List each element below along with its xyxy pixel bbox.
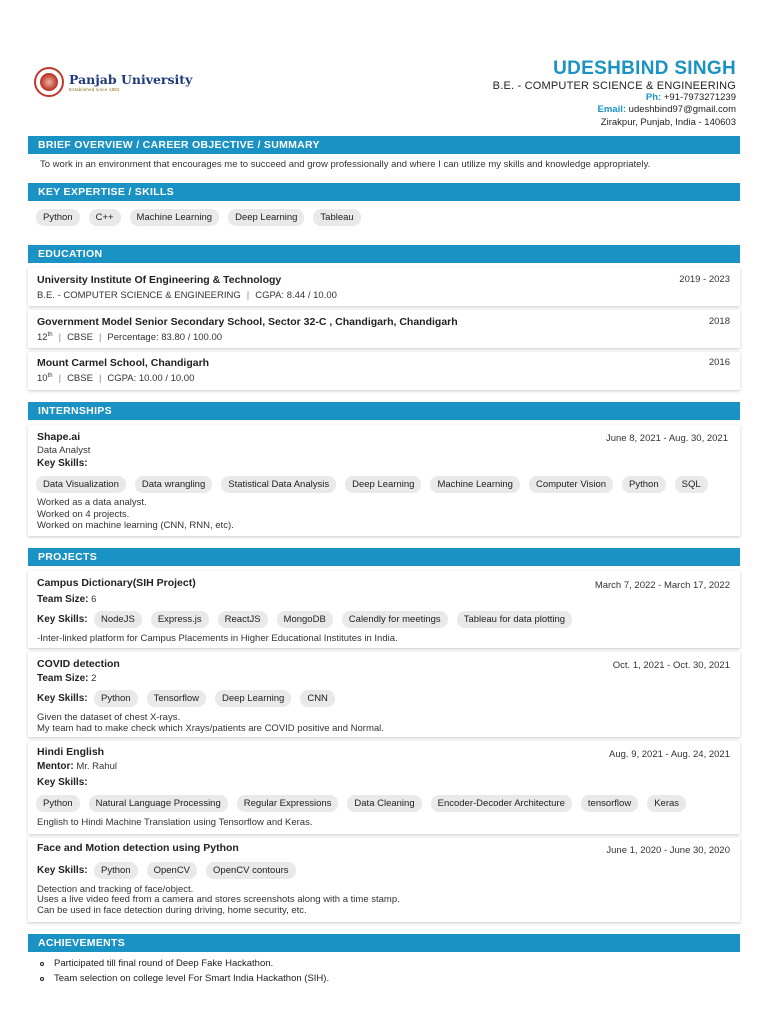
internship-skill-chips <box>36 476 708 493</box>
project-card <box>28 652 740 737</box>
project-line: Can be used in face detection during driving, home security, etc. <box>37 905 307 916</box>
skill-chip: Data Visualization <box>36 476 126 493</box>
internship-line: Worked as a data analyst. <box>37 497 147 508</box>
project-dates: Oct. 1, 2021 - Oct. 30, 2021 <box>612 660 730 671</box>
skill-chip: Keras <box>647 795 686 812</box>
project-title: Hindi English <box>37 746 105 758</box>
skill-chip: Machine Learning <box>130 209 220 226</box>
education-board: CBSE <box>67 373 93 385</box>
education-score: CGPA: 8.44 / 10.00 <box>255 290 337 301</box>
project-line: Uses a live video feed from a camera and stores screenshots along with a time stamp. <box>37 894 400 905</box>
skill-chip: OpenCV contours <box>206 862 296 879</box>
skill-chip: Tensorflow <box>147 690 206 707</box>
skill-chip: Statistical Data Analysis <box>221 476 336 493</box>
skill-chip: Tableau for data plotting <box>457 611 572 628</box>
education-score: Percentage: 83.80 / 100.00 <box>107 332 223 344</box>
skill-chip: NodeJS <box>94 611 142 628</box>
project-skill-chips <box>94 611 572 628</box>
education-details: 12th | CBSE | Percentage: 83.80 / 100.00 <box>37 332 223 344</box>
skills-chip-row <box>36 209 361 226</box>
email-label: Email: <box>597 104 627 115</box>
project-title: COVID detection <box>37 658 120 670</box>
skill-chip: Encoder-Decoder Architecture <box>431 795 572 812</box>
education-card <box>28 310 740 348</box>
email-line <box>598 104 737 115</box>
project-title: Campus Dictionary(SIH Project) <box>37 577 196 589</box>
education-details: 10th | CBSE | CGPA: 10.00 / 10.00 <box>37 373 195 385</box>
skill-chip: Machine Learning <box>430 476 520 493</box>
internship-company: Shape.ai <box>37 431 81 443</box>
skill-chip: MongoDB <box>277 611 333 628</box>
education-years: 2016 <box>708 357 730 368</box>
skill-chip: Python <box>622 476 666 493</box>
skill-chip: Computer Vision <box>529 476 613 493</box>
bullet-icon <box>40 977 44 981</box>
section-education: EDUCATION <box>28 245 740 263</box>
skill-chip: Python <box>36 209 80 226</box>
education-years: 2019 - 2023 <box>679 274 730 285</box>
section-skills: KEY EXPERTISE / SKILLS <box>28 183 740 201</box>
project-card <box>28 571 740 648</box>
skill-chip: Deep Learning <box>228 209 304 226</box>
section-overview: BRIEF OVERVIEW / CAREER OBJECTIVE / SUMMARY <box>28 136 740 154</box>
skill-chip: Python <box>94 690 138 707</box>
section-projects: PROJECTS <box>28 548 740 566</box>
skill-chip: Natural Language Processing <box>89 795 228 812</box>
skill-chip: Deep Learning <box>345 476 421 493</box>
project-meta-value: 6 <box>91 594 97 605</box>
education-class-sup: th <box>47 332 53 338</box>
internship-role: Data Analyst <box>37 445 91 456</box>
achievement-item <box>40 956 329 971</box>
project-skill-chips <box>94 690 335 707</box>
project-dates: Aug. 9, 2021 - Aug. 24, 2021 <box>609 749 730 760</box>
education-class: 12 <box>37 332 48 344</box>
education-board: CBSE <box>67 332 93 344</box>
bullet-icon <box>40 962 44 966</box>
education-score: CGPA: 10.00 / 10.00 <box>107 373 195 385</box>
project-card <box>28 741 740 834</box>
project-meta-label: Team Size: <box>37 673 89 684</box>
skill-chip: Regular Expressions <box>237 795 339 812</box>
achievement-text: Team selection on college level For Smart India Hackathon (SIH). <box>54 973 330 984</box>
project-line: English to Hindi Machine Translation using Tensorflow and Keras. <box>37 817 313 828</box>
project-key-skills-label: Key Skills: <box>37 693 88 704</box>
achievement-text: Participated till final round of Deep Fake Hackathon. <box>54 958 274 969</box>
education-details: B.E. - COMPUTER SCIENCE & ENGINEERING | CGPA: 8.44 / 10.00 <box>37 290 337 301</box>
education-institute: Government Model Senior Secondary School, Sector 32-C , Chandigarh, Chandigarh <box>37 316 458 328</box>
internship-key-skills-label: Key Skills: <box>37 458 88 469</box>
skill-chip: Deep Learning <box>215 690 291 707</box>
internship-line: Worked on 4 projects. <box>37 509 130 520</box>
phone-number: +91-7973271239 <box>663 92 736 103</box>
project-line: -Inter-linked platform for Campus Placements in Higher Educational Institutes in India. <box>37 633 398 644</box>
project-key-skills-label: Key Skills: <box>37 614 88 625</box>
skill-chip: Python <box>36 795 80 812</box>
achievements-list <box>40 956 329 986</box>
project-meta-label: Mentor: <box>37 761 74 772</box>
skill-chip: Calendly for meetings <box>342 611 448 628</box>
skill-chip: Data wrangling <box>135 476 212 493</box>
project-key-skills-label: Key Skills: <box>37 865 88 876</box>
skill-chip: Tableau <box>313 209 360 226</box>
university-name: Panjab University <box>69 71 193 87</box>
candidate-name: UDESHBIND SINGH <box>553 58 736 79</box>
section-achievements: ACHIEVEMENTS <box>28 934 740 952</box>
education-years: 2018 <box>708 316 730 327</box>
skill-chip: CNN <box>300 690 335 707</box>
internship-card <box>28 425 740 536</box>
achievement-item <box>40 971 329 986</box>
university-seal-icon <box>34 67 64 97</box>
email-address[interactable]: udeshbind97@gmail.com <box>628 104 736 115</box>
university-logo <box>34 67 192 97</box>
education-degree: B.E. - COMPUTER SCIENCE & ENGINEERING <box>37 290 241 301</box>
project-line: My team had to make check which Xrays/patients are COVID positive and Normal. <box>37 723 384 734</box>
project-skill-chips <box>36 795 686 812</box>
project-meta <box>37 761 117 772</box>
project-meta-label: Team Size: <box>37 594 89 605</box>
project-key-skills-label: Key Skills: <box>37 777 88 788</box>
skill-chip: tensorflow <box>581 795 638 812</box>
project-dates: March 7, 2022 - March 17, 2022 <box>594 580 730 591</box>
project-line: Detection and tracking of face/object. <box>37 884 194 895</box>
section-internships: INTERNSHIPS <box>28 402 740 420</box>
project-meta-value: 2 <box>91 673 97 684</box>
candidate-degree: B.E. - COMPUTER SCIENCE & ENGINEERING <box>492 80 736 92</box>
project-dates: June 1, 2020 - June 30, 2020 <box>606 845 730 856</box>
skill-chip: OpenCV <box>147 862 197 879</box>
location-line: Zirakpur, Punjab, India - 140603 <box>600 117 736 128</box>
project-card <box>28 838 740 922</box>
overview-text: To work in an environment that encourages me to succeed and grow professionally and where I can utilize my skills and knowledge appropriately. <box>40 159 651 170</box>
skill-chip: Data Cleaning <box>347 795 421 812</box>
skill-chip: Python <box>94 862 138 879</box>
skill-chip: ReactJS <box>218 611 268 628</box>
project-line: Given the dataset of chest X-rays. <box>37 712 181 723</box>
education-card <box>28 268 740 306</box>
project-meta-value: Mr. Rahul <box>76 761 117 772</box>
education-class-sup: th <box>47 373 53 379</box>
phone-line <box>646 92 736 103</box>
resume-header <box>0 0 768 135</box>
skill-chip: SQL <box>675 476 708 493</box>
internship-dates: June 8, 2021 - Aug. 30, 2021 <box>605 433 728 444</box>
project-skill-chips <box>94 862 296 879</box>
project-meta <box>37 594 96 605</box>
project-meta <box>37 673 96 684</box>
phone-label: Ph: <box>645 92 662 103</box>
internship-line: Worked on machine learning (CNN, RNN, etc). <box>37 520 234 531</box>
education-card <box>28 352 740 390</box>
education-class: 10 <box>37 373 48 385</box>
project-title: Face and Motion detection using Python <box>37 842 239 854</box>
education-institute: Mount Carmel School, Chandigarh <box>37 357 210 369</box>
skill-chip: Express.js <box>151 611 209 628</box>
education-institute: University Institute Of Engineering & Technology <box>37 274 282 286</box>
skill-chip: C++ <box>89 209 121 226</box>
university-tagline: Established since 1882 <box>69 86 120 92</box>
